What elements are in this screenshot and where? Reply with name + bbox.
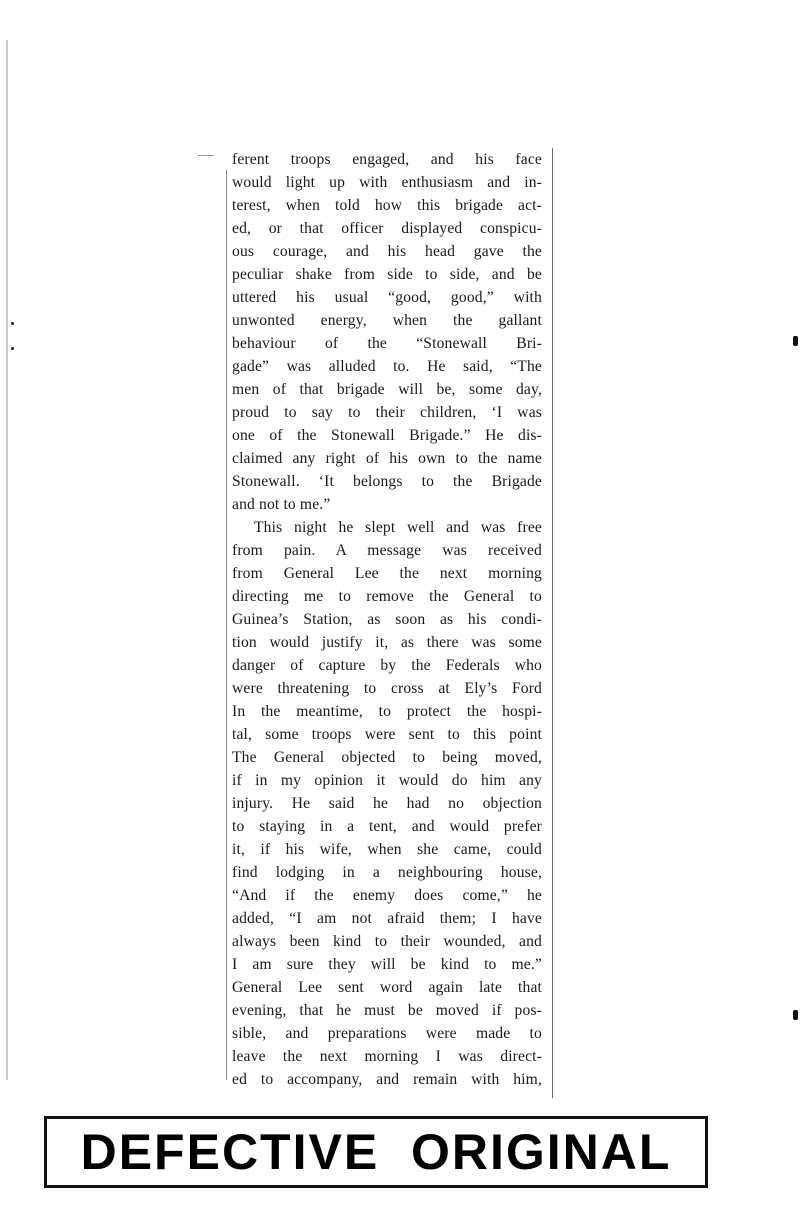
column-rule-right	[552, 148, 553, 1098]
text-line: leave the next morning I was direct-	[232, 1048, 542, 1065]
text-line: sible, and preparations were made to	[232, 1025, 542, 1042]
text-line: injury. He said he had no objection	[232, 795, 542, 812]
text-line: terest, when told how this brigade act-	[232, 197, 542, 214]
text-line: ferent troops engaged, and his face	[232, 151, 542, 168]
text-line: would light up with enthusiasm and in-	[232, 174, 542, 191]
article-column	[232, 148, 542, 1091]
scan-speck	[793, 1010, 798, 1020]
column-rule-left	[226, 170, 227, 1080]
text-line: and not to me.”	[232, 496, 331, 513]
text-line: uttered his usual “good, good,” with	[232, 289, 542, 306]
defective-original-banner	[44, 1116, 708, 1188]
text-line: tion would justify it, as there was some	[232, 634, 542, 651]
text-line: This night he slept well and was free	[254, 519, 542, 536]
text-line: Guinea’s Station, as soon as his condi-	[232, 611, 542, 628]
text-line: added, “I am not afraid them; I have	[232, 910, 542, 927]
text-line: In the meantime, to protect the hospi-	[232, 703, 542, 720]
text-line: ed, or that officer displayed conspicu-	[232, 220, 542, 237]
paragraph-2	[232, 516, 542, 1091]
text-line: from pain. A message was received	[232, 542, 542, 559]
text-line: it, if his wife, when she came, could	[232, 841, 542, 858]
text-line: from General Lee the next morning	[232, 565, 542, 582]
text-line: find lodging in a neighbouring house,	[232, 864, 542, 881]
text-line: “And if the enemy does come,” he	[232, 887, 542, 904]
text-line: gade” was alluded to. He said, “The	[232, 358, 542, 375]
text-line: I am sure they will be kind to me.”	[232, 956, 542, 973]
scan-speck	[11, 347, 14, 350]
text-line: peculiar shake from side to side, and be	[232, 266, 542, 283]
text-line: ous courage, and his head gave the	[232, 243, 542, 260]
text-line: always been kind to their wounded, and	[232, 933, 542, 950]
text-line: danger of capture by the Federals who	[232, 657, 542, 674]
text-line: men of that brigade will be, some day,	[232, 381, 542, 398]
scan-dash-mark	[198, 155, 214, 156]
scan-speck	[793, 336, 798, 346]
text-line: proud to say to their children, ‘I was	[232, 404, 542, 421]
text-line: behaviour of the “Stonewall Bri-	[232, 335, 542, 352]
paragraph-1	[232, 148, 542, 516]
text-line: to staying in a tent, and would prefer	[232, 818, 542, 835]
text-line: if in my opinion it would do him any	[232, 772, 542, 789]
banner-text: DEFECTIVE ORIGINAL	[80, 1124, 672, 1180]
text-line: were threatening to cross at Ely’s Ford	[232, 680, 542, 697]
text-line: Stonewall. ‘It belongs to the Brigade	[232, 473, 542, 490]
text-line: one of the Stonewall Brigade.” He dis-	[232, 427, 542, 444]
scan-speck	[11, 322, 14, 325]
text-line: General Lee sent word again late that	[232, 979, 542, 996]
text-line: ed to accompany, and remain with him,	[232, 1071, 542, 1088]
text-line: claimed any right of his own to the name	[232, 450, 542, 467]
text-line: directing me to remove the General to	[232, 588, 542, 605]
text-line: The General objected to being moved,	[232, 749, 542, 766]
text-line: evening, that he must be moved if pos-	[232, 1002, 542, 1019]
text-line: unwonted energy, when the gallant	[232, 312, 542, 329]
scan-edge-left	[6, 40, 8, 1080]
text-line: tal, some troops were sent to this point	[232, 726, 542, 743]
